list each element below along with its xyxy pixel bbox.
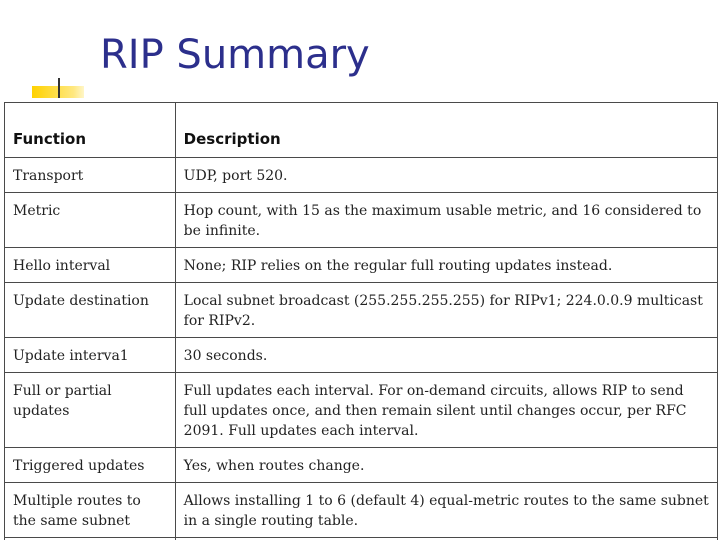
cell-function: Full or partial updates [5,373,176,448]
table-row [5,158,718,193]
accent-tick [58,78,60,98]
cell-function: Transport [5,158,176,193]
cell-description: Hop count, with 15 as the maximum usable metric, and 16 considered to be infinite. [175,193,717,248]
header-description: Description [175,103,717,158]
cell-description: Yes, when routes change. [175,448,717,483]
cell-description: 30 seconds. [175,338,717,373]
cell-description: UDP, port 520. [175,158,717,193]
table-row [5,373,718,448]
cell-function: Update interva1 [5,338,176,373]
table-header-row [5,103,718,158]
cell-function: Triggered updates [5,448,176,483]
cell-function: Multiple routes to the same subnet [5,483,176,538]
summary-table-container [4,102,718,540]
cell-function: Hello interval [5,248,176,283]
rip-summary-table [4,102,718,540]
cell-function: Update destination [5,283,176,338]
table-row [5,248,718,283]
cell-description: Local subnet broadcast (255.255.255.255) for RIPv1; 224.0.0.9 multicast for RIPv2. [175,283,717,338]
table-row [5,448,718,483]
cell-description: Full updates each interval. For on-demand circuits, allows RIP to send full updates once, and then remain silent until changes occur, per RFC 2091. Full updates each interval. [175,373,717,448]
table-row [5,193,718,248]
header-function: Function [5,103,176,158]
table-row [5,483,718,538]
cell-function: Metric [5,193,176,248]
slide-title: RIP Summary [100,32,370,78]
cell-description: Allows installing 1 to 6 (default 4) equal-metric routes to the same subnet in a single routing table. [175,483,717,538]
table-row [5,338,718,373]
cell-description: None; RIP relies on the regular full routing updates instead. [175,248,717,283]
table-row [5,283,718,338]
